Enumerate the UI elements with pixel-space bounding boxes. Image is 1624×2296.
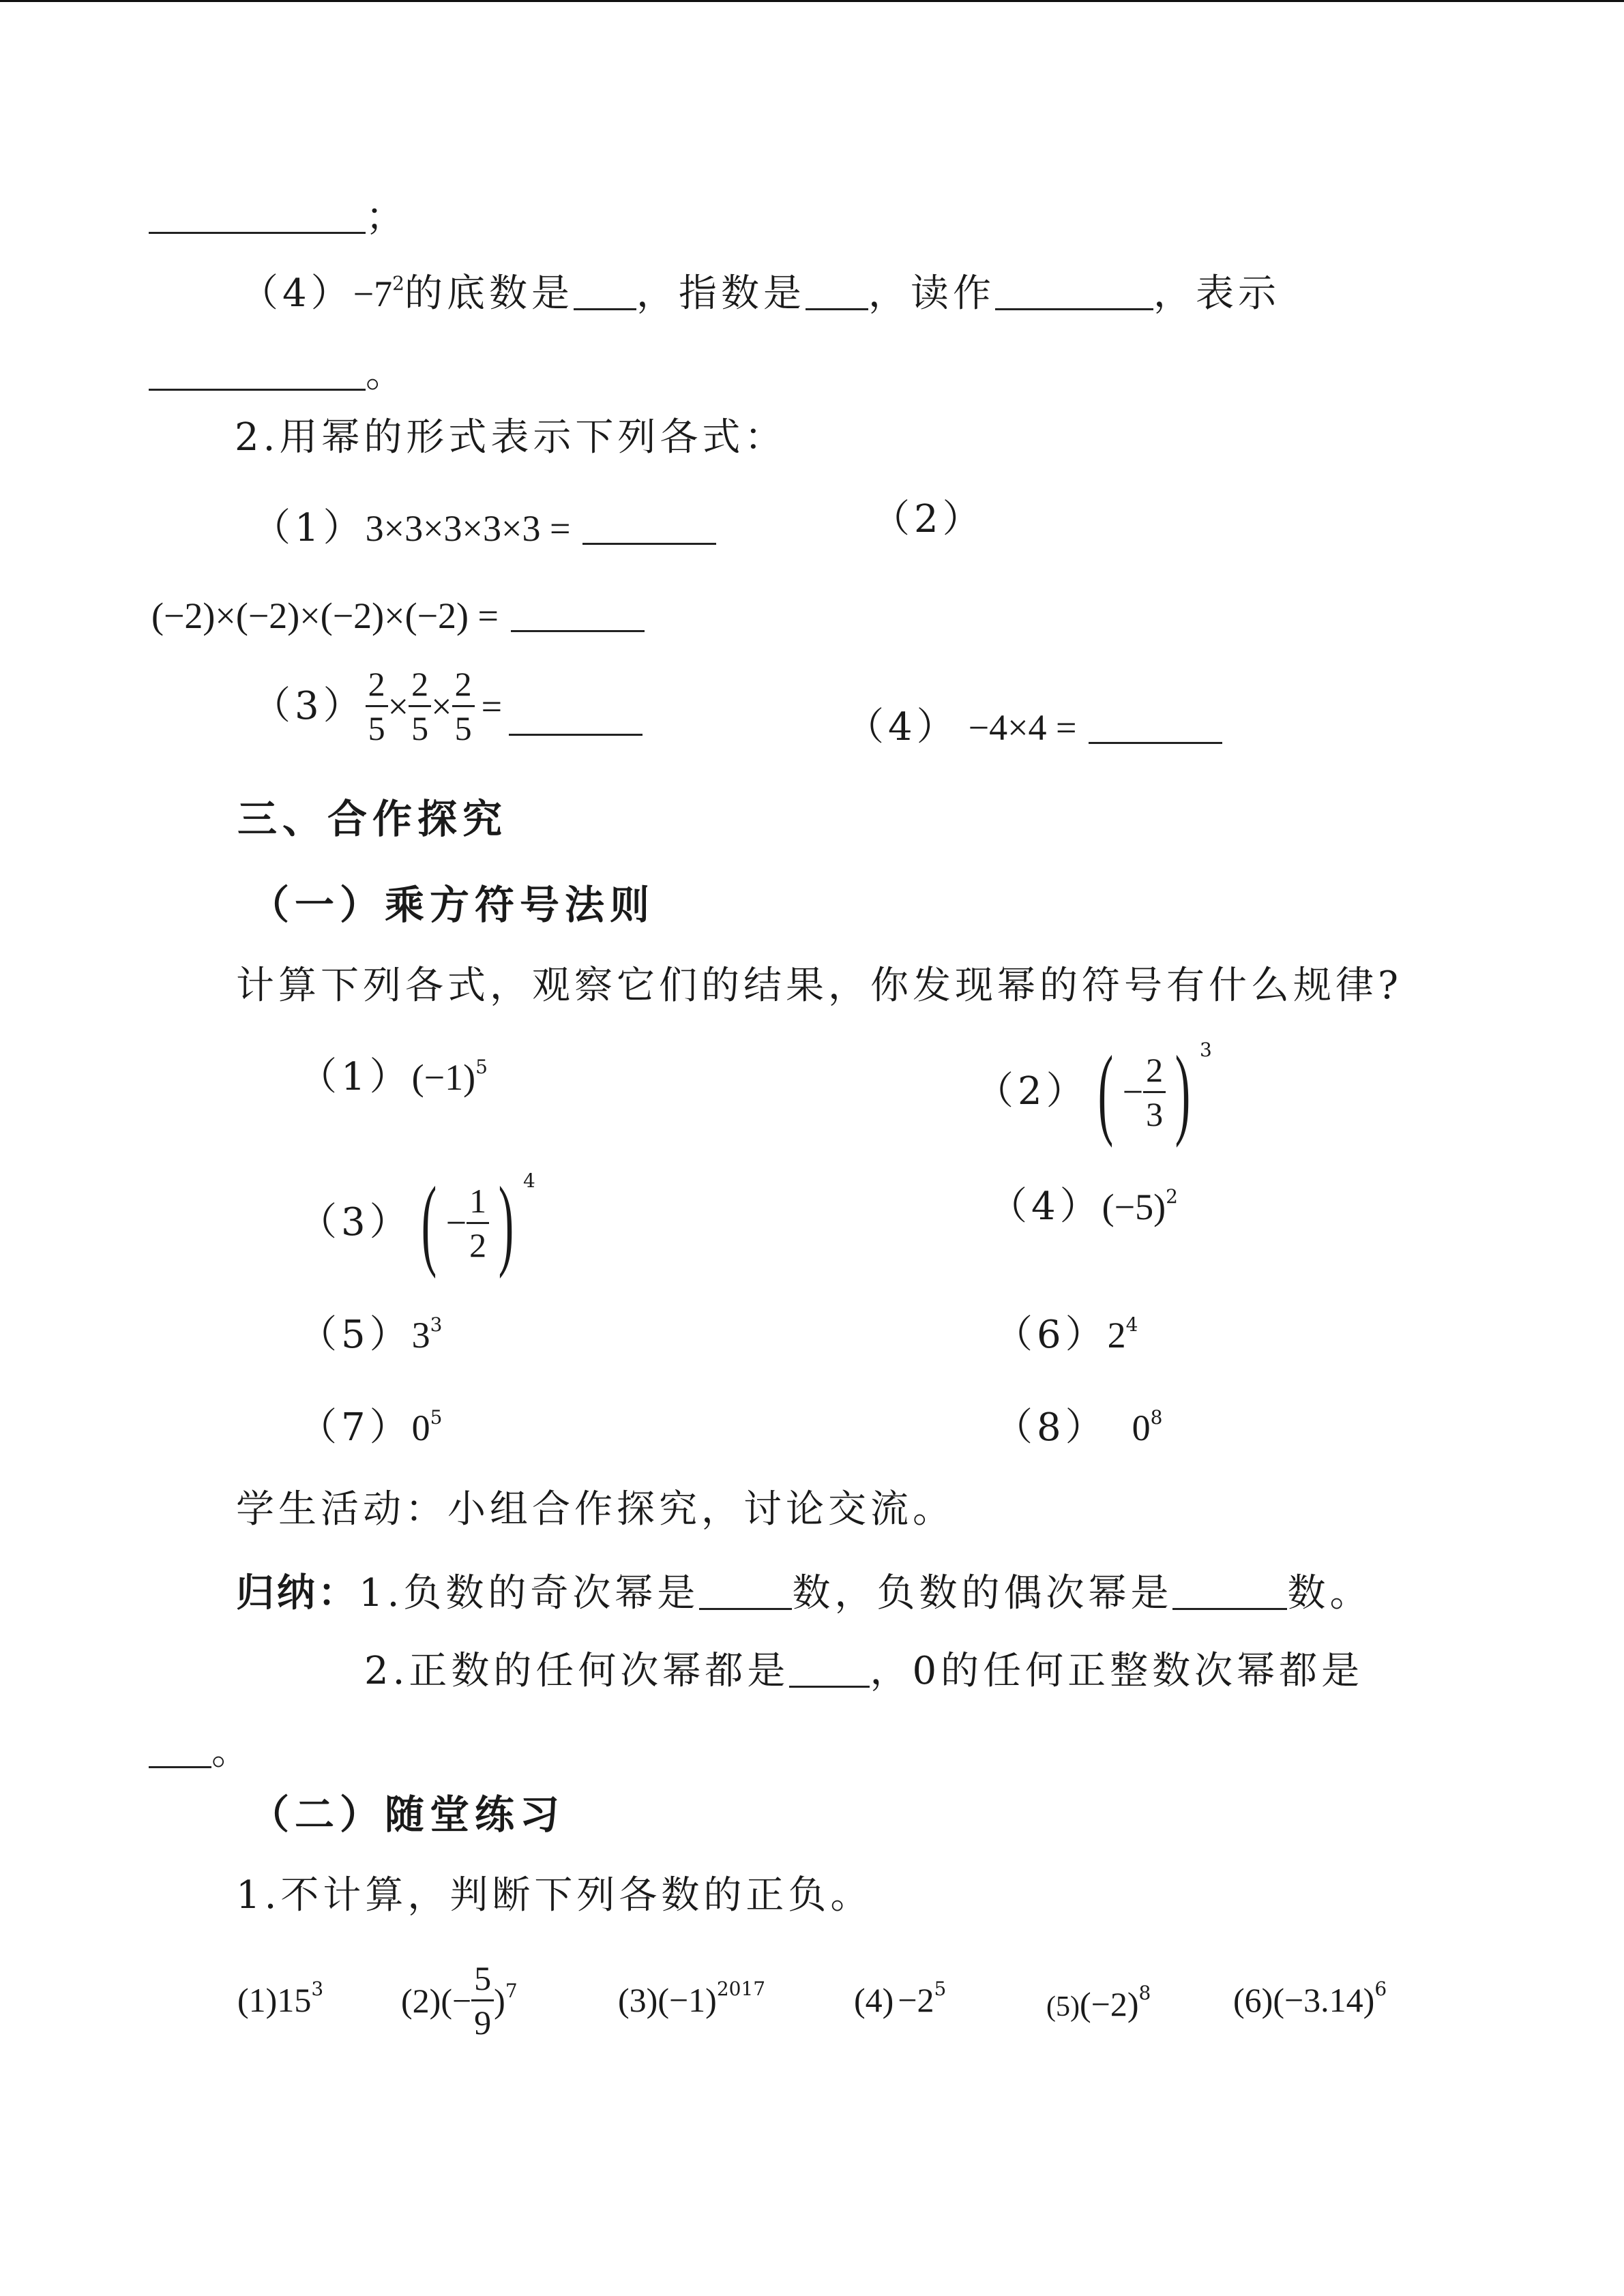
practice-item-2: (2) (− $\frac{5}{9}$ ) $^7$: [401, 1959, 518, 2042]
answer-line-2: 。: [149, 346, 408, 393]
summary-line-3: 。: [149, 1724, 254, 1771]
sign-item-3: （3） ( − $\frac{1}{2}$ ) $^4$: [299, 1166, 535, 1279]
sign-item-8: （8） $0^8$: [994, 1405, 1163, 1450]
blank[interactable]: [509, 696, 643, 736]
student-activity: 学生活动：小组合作探究，讨论交流。: [236, 1487, 955, 1532]
sign-item-2: （2） ( − $\frac{2}{3}$ ) $^3$: [975, 1035, 1212, 1148]
subsection-1-title: （一）乘方符号法则: [250, 882, 655, 928]
blank[interactable]: [574, 270, 636, 310]
sign-item-6: $(6)2^4$: [994, 1313, 1138, 1357]
exercise-2-title: 2.用幂的形式表示下列各式：: [235, 415, 787, 460]
power-item-2: (−2)×(−2)×(−2)×(−2) =: [151, 588, 645, 635]
subsection-2-title: （二）随堂练习: [250, 1791, 565, 1838]
practice-item-1: $(1)15^3$: [237, 1978, 324, 2019]
blank[interactable]: [995, 270, 1153, 310]
blank[interactable]: [806, 270, 868, 310]
power-item-3: （3） $\frac{2}{5}$ × $\frac{2}{5}$ × $\frac{2}{5}$ =: [252, 667, 643, 745]
summary-line-1: 归纳：1.负数的奇次幂是 数，负数的偶次幂是 数。: [236, 1571, 1372, 1615]
sign-item-5: $(5)3^3$: [299, 1313, 443, 1357]
answer-line-1: ；: [149, 190, 408, 237]
blank[interactable]: [582, 505, 716, 545]
blank[interactable]: [789, 1648, 870, 1688]
practice-item-6: $(6)(-3.14)^6$: [1233, 1978, 1387, 2019]
blank[interactable]: [149, 1728, 211, 1768]
page-top-border: [0, 0, 1624, 2]
power-item-2-label: （2）: [872, 497, 985, 541]
practice-item-3: $(3)(-1)^{2017}$: [618, 1978, 766, 2019]
practice-title: 1.不计算，判断下列各数的正负。: [236, 1873, 873, 1918]
blank[interactable]: [699, 1570, 792, 1610]
sign-item-1: $(1)(-1)^5$: [299, 1055, 488, 1099]
blank[interactable]: [149, 194, 366, 234]
power-item-4: （4） −4×4 =: [846, 700, 1222, 747]
fraction: $\frac{2}{5}$: [409, 667, 431, 745]
sign-item-4: $(4)(-5)^2$: [989, 1184, 1178, 1229]
practice-item-4: $(4) -2^5$: [854, 1978, 947, 2019]
summary-line-2: 2.正数的任何次幂都是 ，0的任何正整数次幂都是: [364, 1649, 1364, 1693]
sign-item-7: $(7)0^5$: [299, 1405, 443, 1450]
section-3-title: 三、合作探究: [237, 796, 508, 842]
practice-item-5: $(5)(-2)^8$: [1046, 1982, 1151, 2023]
fraction: $\frac{2}{5}$: [452, 667, 475, 745]
power-item-1: （1）3×3×3×3×3 =: [252, 501, 716, 548]
blank[interactable]: [149, 351, 366, 391]
fraction: $\frac{2}{5}$: [366, 667, 388, 745]
question-4: $(4)-7^2$的底数是 ，指数是 ，读作 ，表示: [240, 271, 1280, 316]
blank[interactable]: [1089, 704, 1222, 744]
intro-text: 计算下列各式，观察它们的结果，你发现幂的符号有什么规律?: [236, 964, 1403, 1008]
blank[interactable]: [511, 592, 645, 632]
blank[interactable]: [1172, 1570, 1287, 1610]
